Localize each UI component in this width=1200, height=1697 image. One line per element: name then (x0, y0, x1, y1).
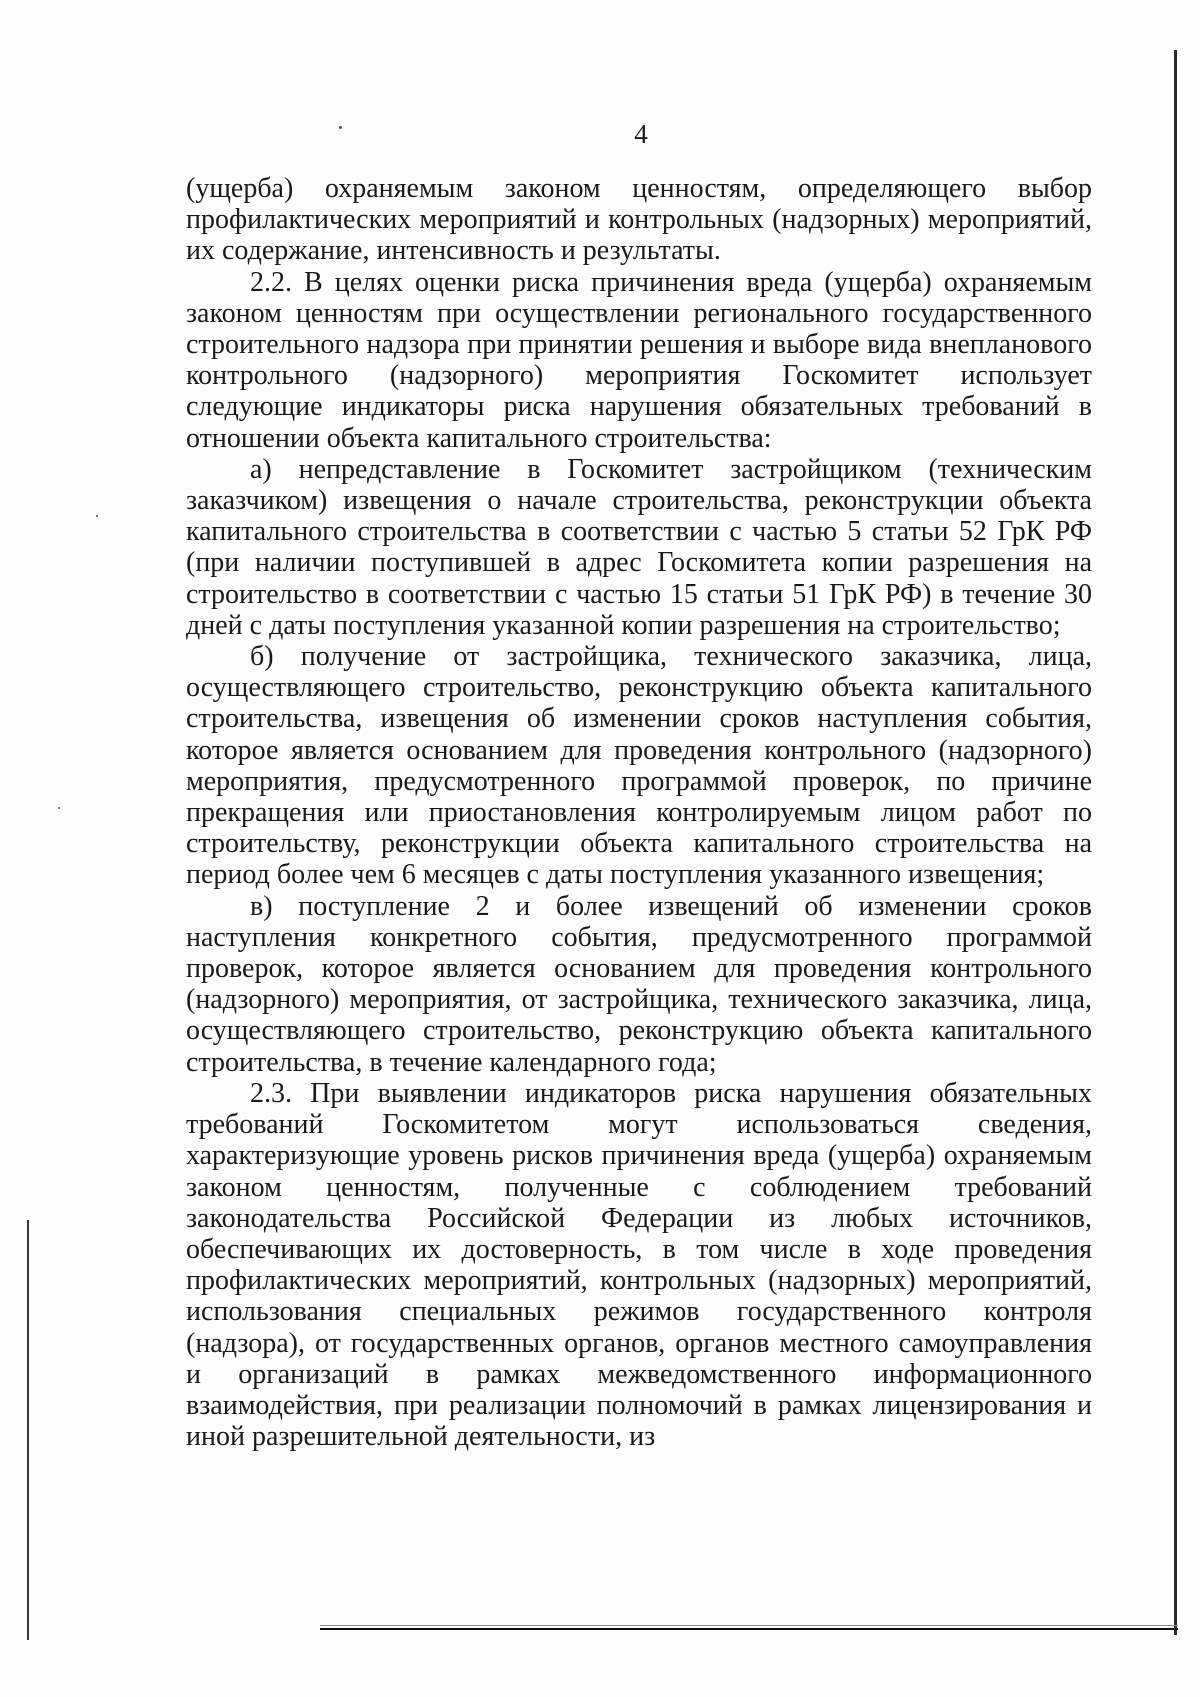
paragraph-continuation: (ущерба) охраняемым законом ценностям, определяющего выбор профилактических мероприятий и контрольных (надзорных) мероприятий, их содержание, интенсивность и результаты. (186, 173, 1092, 267)
list-item-v: в) поступление 2 и более извещений об изменении сроков наступления конкретного события, предусмотренного программой проверок, которое является основанием для проведения контрольного (надзорного) мероприятия, от застройщика, технического заказчика, лица, осуществляющего строительство, реконструкцию объекта капитального строительства, в течение календарного года; (186, 890, 1092, 1078)
paragraph-2-3: 2.3. При выявлении индикаторов риска нарушения обязательных требований Госкомитетом могут использоваться сведения, характеризующие уровень рисков причинения вреда (ущерба) охраняемым законом ценностям, полученные с соблюдением требований законодательства Российской Федерации из любых источников, обеспечивающих их достоверность, в том числе в ходе проведения профилактических мероприятий, контрольных (надзорных) мероприятий, использования специальных режимов государственного контроля (надзора), от государственных органов, органов местного самоуправления и организаций в рамках межведомственного информационного взаимодействия, при реализации полномочий в рамках лицензирования и иной разрешительной деятельности, из (186, 1077, 1092, 1453)
scan-speck (96, 515, 98, 517)
paragraph-2-2: 2.2. В целях оценки риска причинения вреда (ущерба) охраняемым законом ценностям при осуществлении регионального государственного строительного надзора при принятии решения и выборе вида внепланового контрольного (надзорного) мероприятия Госкомитет использует следующие индикаторы риска нарушения обязательных требований в отношении объекта капитального строительства: (186, 266, 1092, 454)
scan-speck (58, 807, 60, 809)
list-item-a: а) непредставление в Госкомитет застройщиком (техническим заказчиком) извещения о начале строительства, реконструкции объекта капитального строительства в соответствии с частью 5 статьи 52 ГрК РФ (при наличии поступившей в адрес Госкомитета копии разрешения на строительство в соответствии с частью 15 статьи 51 ГрК РФ) в течение 30 дней с даты поступления указанной копии разрешения на строительство; (186, 453, 1092, 641)
document-body (186, 173, 1092, 1452)
list-item-b: б) получение от застройщика, технического заказчика, лица, осуществляющего строительство, реконструкцию объекта капитального строительства, извещения об изменении сроков наступления события, которое является основанием для проведения контрольного (надзорного) мероприятия, предусмотренного программой проверок, по причине прекращения или приостановления контролируемым лицом работ по строительству, реконструкции объекта капитального строительства на период более чем 6 месяцев с даты поступления указанного извещения; (186, 641, 1092, 891)
scan-border-right (1174, 50, 1177, 1635)
page-number: 4 (634, 119, 648, 149)
scan-border-left (27, 1220, 29, 1640)
scan-border-bottom (320, 1625, 1178, 1630)
scan-speck (339, 126, 342, 129)
